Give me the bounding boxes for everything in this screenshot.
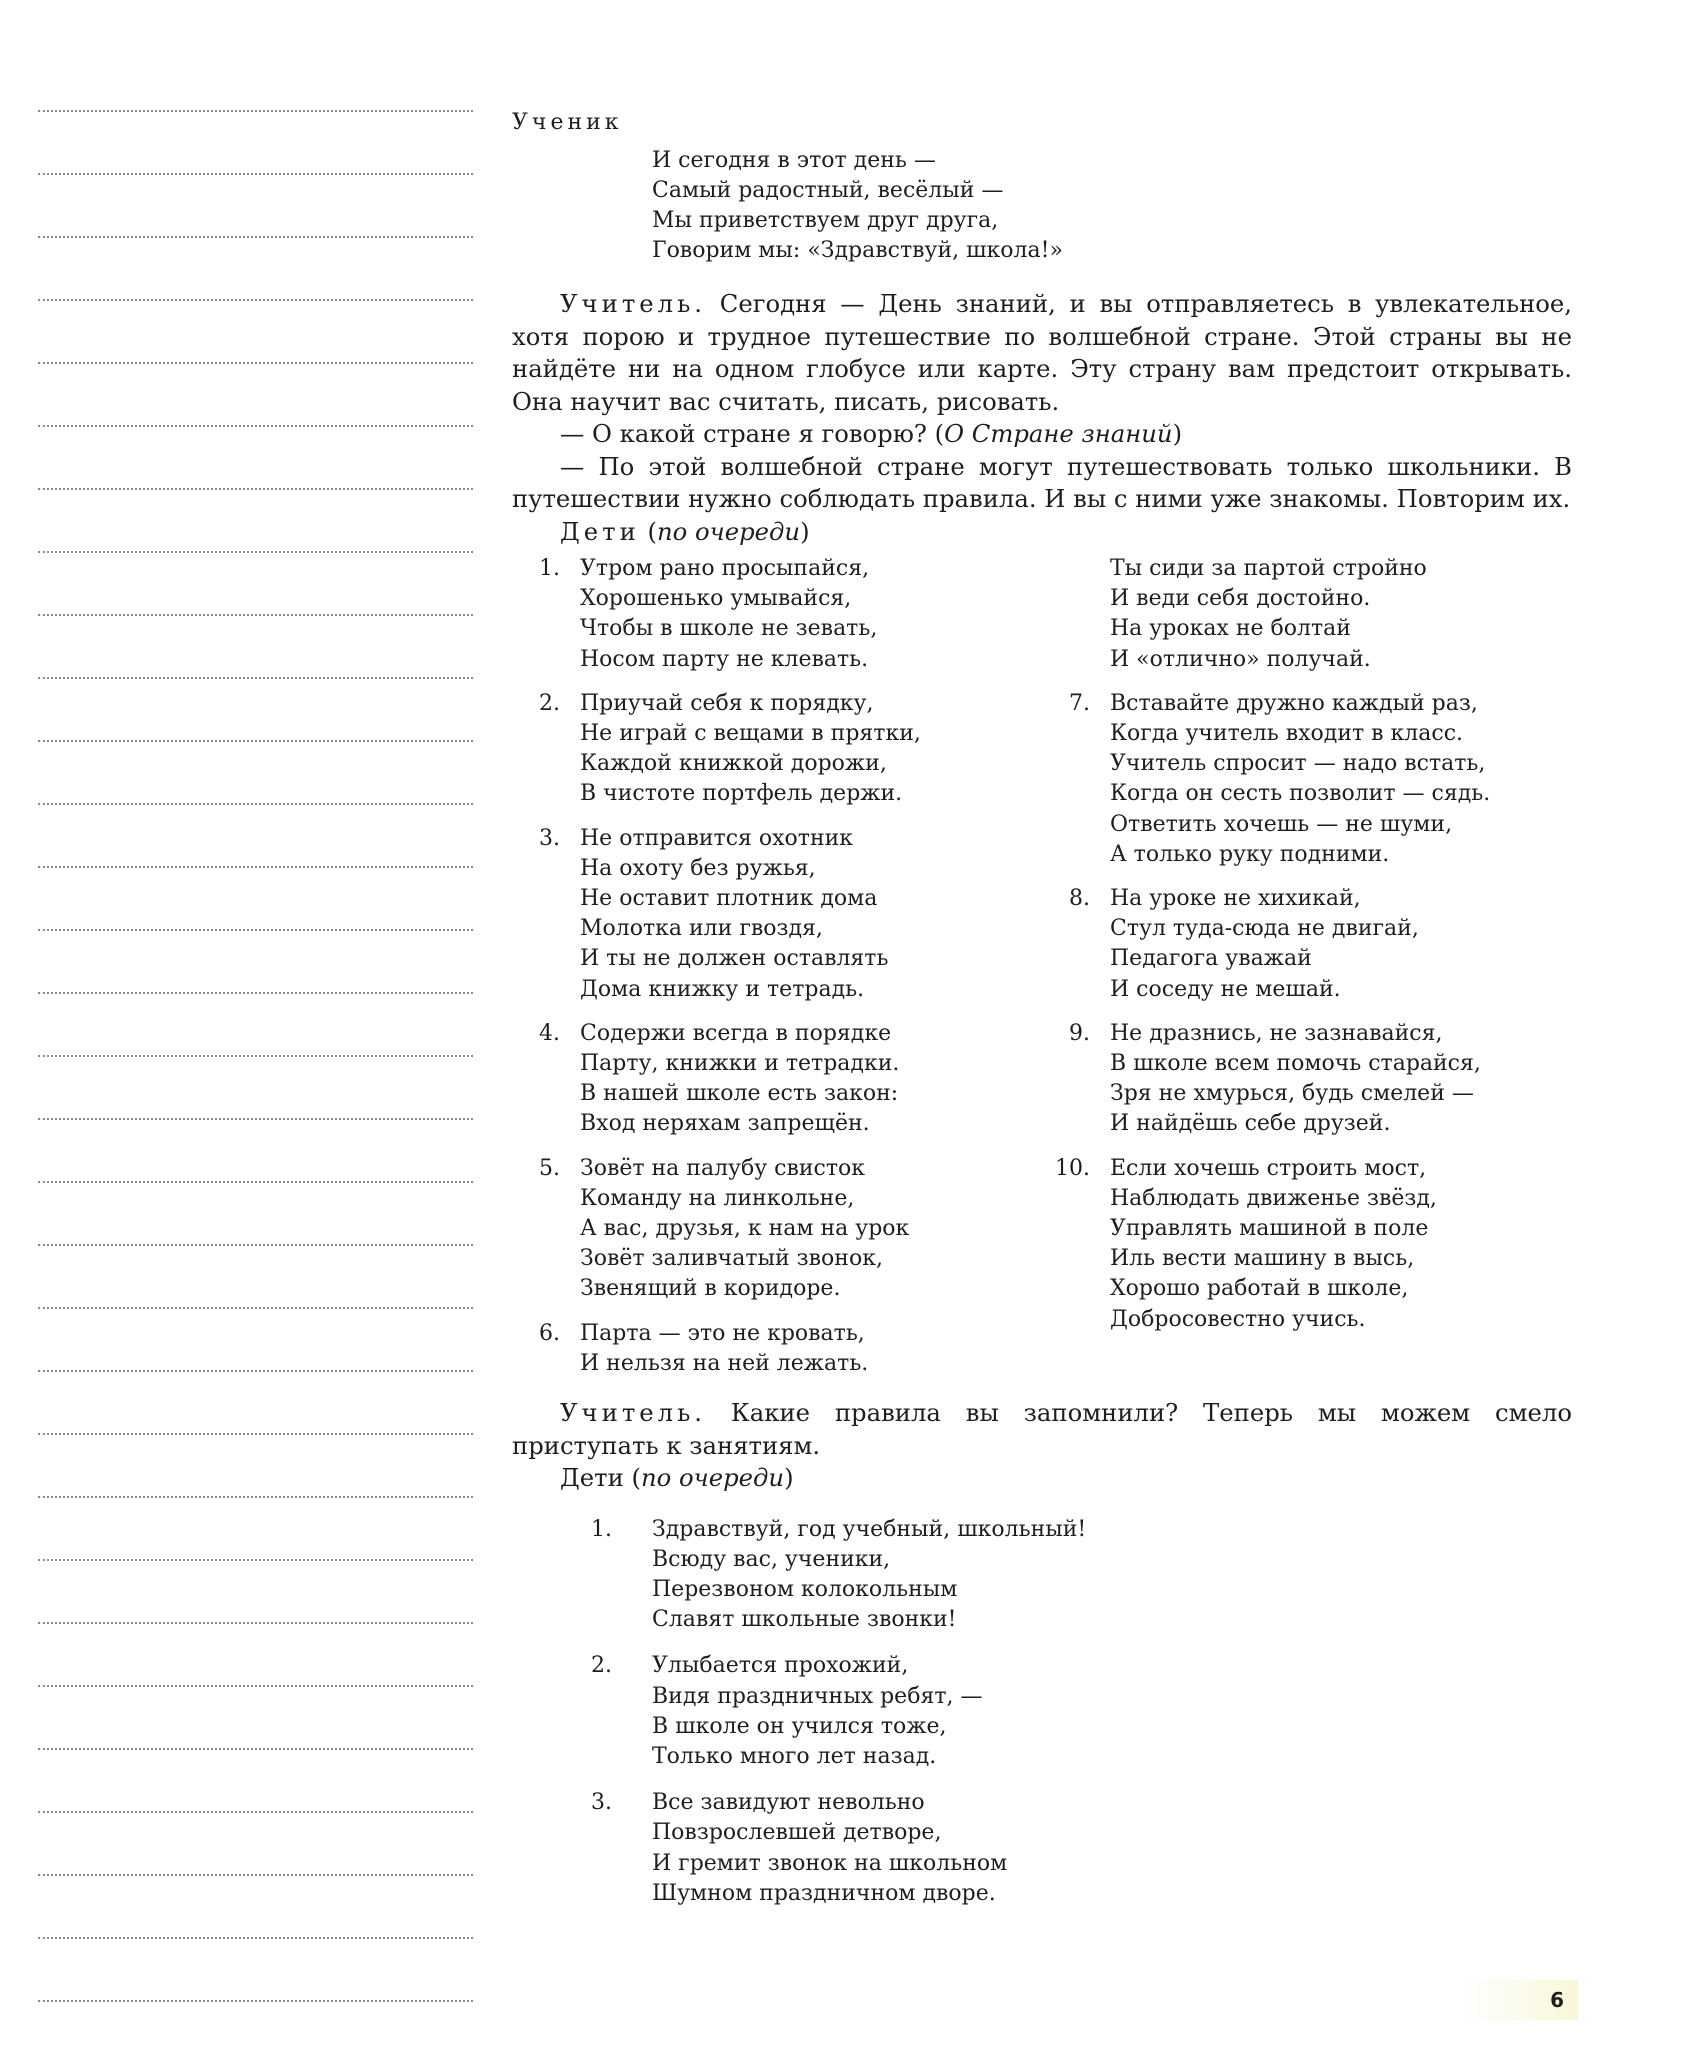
list-item bbox=[512, 554, 1042, 675]
verse-line: Стул туда-сюда не двигай, bbox=[1110, 916, 1419, 942]
rule-6-continued bbox=[1042, 554, 1572, 675]
verse-line: Вход неряхам запрещён. bbox=[580, 1111, 870, 1137]
speaker-teacher: Учитель. bbox=[560, 289, 707, 318]
note-line bbox=[38, 740, 473, 742]
verse-line: На уроках не болтай bbox=[1110, 616, 1351, 642]
verse-line: Когда учитель входит в класс. bbox=[1110, 721, 1464, 747]
note-line bbox=[38, 173, 473, 175]
verse-line: Улыбается прохожий, bbox=[652, 1653, 909, 1679]
note-line bbox=[38, 1181, 473, 1183]
item-number: 4. bbox=[539, 1020, 560, 1046]
verse-line: Перезвоном колокольным bbox=[652, 1576, 958, 1602]
note-line bbox=[38, 1559, 473, 1561]
verse-line: И гремит звонок на школьном bbox=[652, 1850, 1008, 1876]
note-line bbox=[38, 362, 473, 364]
verse-line: Шумном праздничном дворе. bbox=[652, 1880, 996, 1906]
note-line bbox=[38, 1811, 473, 1813]
verse-line: И веди себя достойно. bbox=[1110, 586, 1371, 612]
note-line bbox=[38, 1118, 473, 1120]
list-item bbox=[512, 1154, 1042, 1305]
verse-line: Все завидуют невольно bbox=[652, 1790, 925, 1816]
verse-line: Педагога уважай bbox=[1110, 946, 1312, 972]
note-line bbox=[38, 1748, 473, 1750]
children-verses bbox=[512, 1515, 1572, 1909]
verse-line: Хорошенько умывайся, bbox=[580, 586, 852, 612]
verse-line: Парту, книжки и тетрадки. bbox=[580, 1051, 900, 1077]
list-item bbox=[1042, 1019, 1572, 1140]
verse-line: Когда он сесть позволит — сядь. bbox=[1110, 781, 1491, 807]
note-line bbox=[38, 1622, 473, 1624]
rules-left-column bbox=[512, 554, 1042, 1393]
note-line bbox=[38, 1307, 473, 1309]
children-heading-2: Дети (по очереди) bbox=[560, 1463, 794, 1493]
poem-line: Говорим мы: «Здравствуй, школа!» bbox=[652, 238, 1063, 263]
list-item bbox=[512, 824, 1042, 1005]
note-line bbox=[38, 2000, 473, 2002]
verse-line: Зовёт на палубу свисток bbox=[580, 1155, 866, 1181]
teacher-question: — О какой стране я говорю? (О Стране знаний) bbox=[560, 419, 1183, 448]
note-line bbox=[38, 236, 473, 238]
verse-line: Хорошо работай в школе, bbox=[1110, 1276, 1409, 1302]
item-number: 5. bbox=[539, 1155, 560, 1181]
list-item bbox=[1042, 689, 1572, 870]
verse-line: Молотка или гвоздя, bbox=[580, 916, 823, 942]
verse-line: Не дразнись, не зазнавайся, bbox=[1110, 1020, 1443, 1046]
note-line bbox=[38, 803, 473, 805]
item-number: 3. bbox=[591, 1790, 612, 1816]
list-item bbox=[512, 1019, 1042, 1140]
verse-line: Вставайте дружно каждый раз, bbox=[1110, 690, 1478, 716]
verse-line: Зовёт заливчатый звонок, bbox=[580, 1246, 883, 1272]
list-item bbox=[1042, 1154, 1572, 1335]
note-line bbox=[38, 425, 473, 427]
intro-poem bbox=[652, 146, 1572, 266]
verse-line: В школе он учился тоже, bbox=[652, 1713, 947, 1739]
rules-right-column bbox=[1042, 554, 1572, 1393]
verse-line: А только руку подними. bbox=[1110, 841, 1390, 867]
list-item bbox=[512, 1515, 1572, 1636]
note-line bbox=[38, 1433, 473, 1435]
list-item bbox=[1042, 884, 1572, 1005]
teacher-speech-1: Учитель. Сегодня — День знаний, и вы отправляетесь в увлекательное, хотя порою и трудное путешествие по волшебной стране. Этой страны вы не найдёте ни на одном глобусе или карте. Эту страну вам предстоит открывать. Она научит вас считать, писать, рисовать. bbox=[512, 289, 1572, 416]
verse-line: Славят школьные звонки! bbox=[652, 1607, 957, 1633]
verse-line: Звенящий в коридоре. bbox=[580, 1276, 841, 1302]
verse-line: Учитель спросит — надо встать, bbox=[1110, 751, 1486, 777]
note-line bbox=[38, 1685, 473, 1687]
verse-line: Если хочешь строить мост, bbox=[1110, 1155, 1427, 1181]
list-item bbox=[512, 1319, 1042, 1379]
verse-line: Не оставит плотник дома bbox=[580, 886, 878, 912]
verse-line: Парта — это не кровать, bbox=[580, 1320, 865, 1346]
verse-line: И «отлично» получай. bbox=[1110, 646, 1371, 672]
note-line bbox=[38, 1937, 473, 1939]
item-number: 7. bbox=[1069, 690, 1090, 716]
item-number: 10. bbox=[1055, 1155, 1090, 1181]
item-number: 1. bbox=[591, 1516, 612, 1542]
verse-line: Приучай себя к порядку, bbox=[580, 690, 874, 716]
note-line bbox=[38, 1370, 473, 1372]
note-line bbox=[38, 488, 473, 490]
note-line bbox=[38, 299, 473, 301]
verse-line: Видя праздничных ребят, — bbox=[652, 1683, 983, 1709]
note-line bbox=[38, 1244, 473, 1246]
note-line bbox=[38, 1496, 473, 1498]
verse-line: На уроке не хихикай, bbox=[1110, 886, 1361, 912]
verse-line: Зря не хмурься, будь смелей — bbox=[1110, 1081, 1474, 1107]
item-number: 6. bbox=[539, 1320, 560, 1346]
note-line bbox=[38, 1874, 473, 1876]
note-line bbox=[38, 992, 473, 994]
list-item bbox=[512, 689, 1042, 810]
verse-line: Не играй с вещами в прятки, bbox=[580, 721, 921, 747]
item-number: 8. bbox=[1069, 886, 1090, 912]
verse-line: Наблюдать движенье звёзд, bbox=[1110, 1185, 1437, 1211]
note-line bbox=[38, 866, 473, 868]
verse-line: В школе всем помочь старайся, bbox=[1110, 1051, 1481, 1077]
verse-line: Добросовестно учись. bbox=[1110, 1306, 1366, 1332]
verse-line: Дома книжку и тетрадь. bbox=[580, 976, 865, 1002]
verse-line: И соседу не мешай. bbox=[1110, 976, 1341, 1002]
verse-line: Иль вести машину в высь, bbox=[1110, 1246, 1415, 1272]
item-number: 3. bbox=[539, 825, 560, 851]
verse-line: Чтобы в школе не зевать, bbox=[580, 616, 878, 642]
verse-line: А вас, друзья, к нам на урок bbox=[580, 1216, 910, 1242]
verse-line: И ты не должен оставлять bbox=[580, 946, 889, 972]
note-line bbox=[38, 929, 473, 931]
verse-line: Содержи всегда в порядке bbox=[580, 1020, 892, 1046]
verse-line: Здравствуй, год учебный, школьный! bbox=[652, 1516, 1087, 1542]
verse-line: И найдёшь себе друзей. bbox=[1110, 1111, 1391, 1137]
note-line bbox=[38, 614, 473, 616]
verse-line: Каждой книжкой дорожи, bbox=[580, 751, 887, 777]
verse-line: Управлять машиной в поле bbox=[1110, 1216, 1429, 1242]
children-heading-1: Дети (по очереди) bbox=[560, 516, 810, 546]
list-item bbox=[512, 1788, 1572, 1909]
verse-line: Не отправится охотник bbox=[580, 825, 854, 851]
poem-line: Мы приветствуем друг друга, bbox=[652, 208, 999, 233]
list-item bbox=[512, 1651, 1572, 1772]
note-line bbox=[38, 1055, 473, 1057]
verse-line: В нашей школе есть закон: bbox=[580, 1081, 899, 1107]
poem-line: И сегодня в этот день — bbox=[652, 148, 936, 173]
note-line bbox=[38, 551, 473, 553]
verse-line: Всюду вас, ученики, bbox=[652, 1546, 891, 1572]
verse-line: Повзрослевшей детворе, bbox=[652, 1820, 942, 1846]
item-number: 2. bbox=[539, 690, 560, 716]
rules-columns bbox=[512, 554, 1572, 1393]
verse-line: Только много лет назад. bbox=[652, 1744, 937, 1769]
verse-line: Носом парту не клевать. bbox=[580, 646, 869, 672]
note-line bbox=[38, 110, 473, 112]
teacher-rules-intro: — По этой волшебной стране могут путешествовать только школьники. В путешествии нужно соблюдать правила. И вы с ними уже знакомы. Повторим их. bbox=[512, 451, 1572, 513]
verse-line: Команду на линкольне, bbox=[580, 1185, 855, 1211]
teacher-speech-2: Учитель. Какие правила вы запомнили? Теперь мы можем смело приступать к занятиям. bbox=[512, 1398, 1572, 1460]
speaker-student: Ученик bbox=[512, 110, 623, 135]
verse-line: И нельзя на ней лежать. bbox=[580, 1350, 869, 1376]
item-number: 1. bbox=[539, 556, 560, 581]
verse-line: Ответить хочешь — не шуми, bbox=[1110, 811, 1453, 837]
item-number: 9. bbox=[1069, 1020, 1090, 1046]
poem-line: Самый радостный, весёлый — bbox=[652, 178, 1004, 203]
verse-line: В чистоте портфель держи. bbox=[580, 781, 903, 807]
verse-line: Утром рано просыпайся, bbox=[580, 556, 870, 581]
verse-line: Ты сиди за партой стройно bbox=[1110, 556, 1427, 581]
note-line bbox=[38, 677, 473, 679]
item-number: 2. bbox=[591, 1653, 612, 1679]
notes-margin bbox=[38, 60, 473, 2020]
page-content bbox=[512, 108, 1572, 1925]
verse-line: На охоту без ружья, bbox=[580, 855, 816, 881]
page-number: 6 bbox=[1458, 1980, 1578, 2020]
